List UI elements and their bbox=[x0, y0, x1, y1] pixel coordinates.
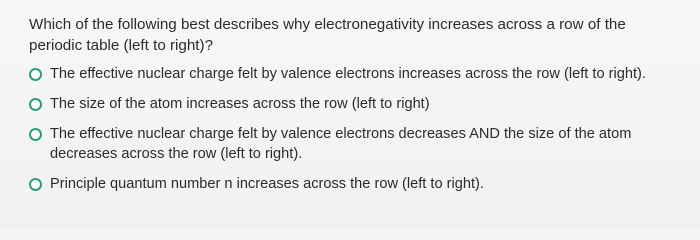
answer-option-label: Principle quantum number n increases across the row (left to right). bbox=[50, 176, 484, 192]
answer-option-label: The effective nuclear charge felt by valence electrons decreases AND the size of the atom decreases across the row (left to right). bbox=[50, 126, 632, 162]
answer-options bbox=[29, 64, 680, 194]
answer-option-1[interactable] bbox=[29, 64, 680, 84]
radio-button-icon[interactable] bbox=[29, 98, 42, 111]
radio-button-icon[interactable] bbox=[29, 68, 42, 81]
answer-option-4[interactable] bbox=[29, 174, 680, 194]
answer-option-label: The effective nuclear charge felt by valence electrons increases across the row (left to right). bbox=[50, 66, 646, 82]
answer-option-label: The size of the atom increases across the row (left to right) bbox=[50, 96, 430, 112]
radio-button-icon[interactable] bbox=[29, 128, 42, 141]
radio-button-icon[interactable] bbox=[29, 178, 42, 191]
answer-option-3[interactable] bbox=[29, 124, 680, 164]
answer-option-2[interactable] bbox=[29, 94, 680, 114]
question-text: Which of the following best describes why electronegativity increases across a row of the periodic table (left to right)? bbox=[29, 16, 626, 54]
